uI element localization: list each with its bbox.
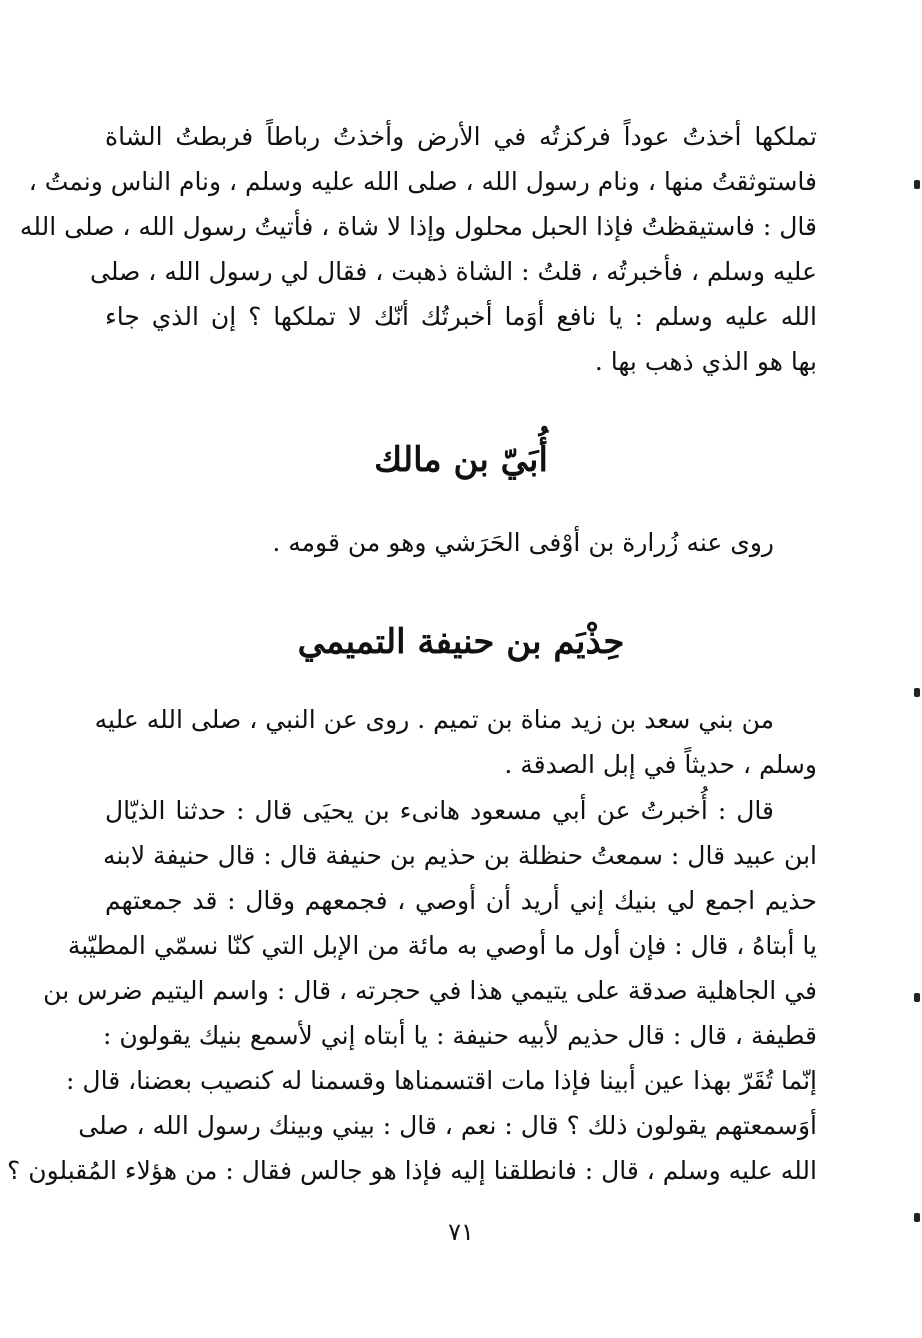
text-line: روى عنه زُرارة بن أوْفى الحَرَشي وهو من قومه . xyxy=(272,528,774,557)
scan-mark xyxy=(914,1213,920,1222)
text-line: فاستوثقتُ منها ، ونام رسول الله ، صلى الله عليه وسلم ، ونام الناس ونمتُ ، xyxy=(28,167,817,196)
text-line: عليه وسلم ، فأخبرتُه ، قلتُ : الشاة ذهبت ، فقال لي رسول الله ، صلى xyxy=(90,257,817,286)
scan-mark xyxy=(914,180,920,189)
section-heading: حِذْيَم بن حنيفة التميمي xyxy=(297,622,625,662)
text-line: الله عليه وسلم : يا نافع أوَما أخبرتُك أنّك لا تملكها ؟ إن الذي جاء xyxy=(105,302,817,331)
text-line: قال : أُخبرتُ عن أبي مسعود هانىء بن يحيَى قال : حدثنا الذيّال xyxy=(105,796,774,825)
text-line: بها هو الذي ذهب بها . xyxy=(594,347,817,376)
text-line: ابن عبيد قال : سمعتُ حنظلة بن حذيم بن حنيفة قال : قال حنيفة لابنه xyxy=(102,841,817,870)
text-line: تملكها أخذتُ عوداً فركزتُه في الأرض وأخذتُ رباطاً فربطتُ الشاة xyxy=(105,122,817,151)
scan-mark xyxy=(914,993,920,1002)
section-heading: أُبَيّ بن مالك xyxy=(374,440,548,480)
text-line: قال : فاستيقظتُ فإذا الحبل محلول وإذا لا شاة ، فأتيتُ رسول الله ، صلى الله xyxy=(19,212,817,241)
text-line: الله عليه وسلم ، قال : فانطلقنا إليه فإذا هو جالس فقال : من هؤلاء المُقبلون ؟ xyxy=(7,1156,817,1185)
text-line: من بني سعد بن زيد مناة بن تميم . روى عن النبي ، صلى الله عليه xyxy=(94,705,774,734)
text-line: حذيم اجمع لي بنيك إني أريد أن أوصي ، فجمعهم وقال : قد جمعتهم xyxy=(105,886,817,915)
text-line: إنّما تُقَرّ بهذا عين أبينا فإذا مات اقتسمناها وقسمنا له كنصيب بعضنا، قال : xyxy=(66,1066,817,1095)
text-line: في الجاهلية صدقة على يتيمي هذا في حجرته ، قال : واسم اليتيم ضرس بن xyxy=(43,976,817,1005)
page-number: ٧١ xyxy=(448,1218,474,1246)
text-line: أوَسمعتهم يقولون ذلك ؟ قال : نعم ، قال : بيني وبينك رسول الله ، صلى xyxy=(78,1111,817,1140)
text-line: وسلم ، حديثاً في إبل الصدقة . xyxy=(504,750,817,779)
text-line: يا أبتاهُ ، قال : فإن أول ما أوصي به مائة من الإبل التي كنّا نسمّي المطيّبة xyxy=(67,931,817,960)
text-line: قطيفة ، قال : قال حذيم لأبيه حنيفة : يا أبتاه إني لأسمع بنيك يقولون : xyxy=(103,1021,817,1050)
scan-mark xyxy=(914,688,920,697)
